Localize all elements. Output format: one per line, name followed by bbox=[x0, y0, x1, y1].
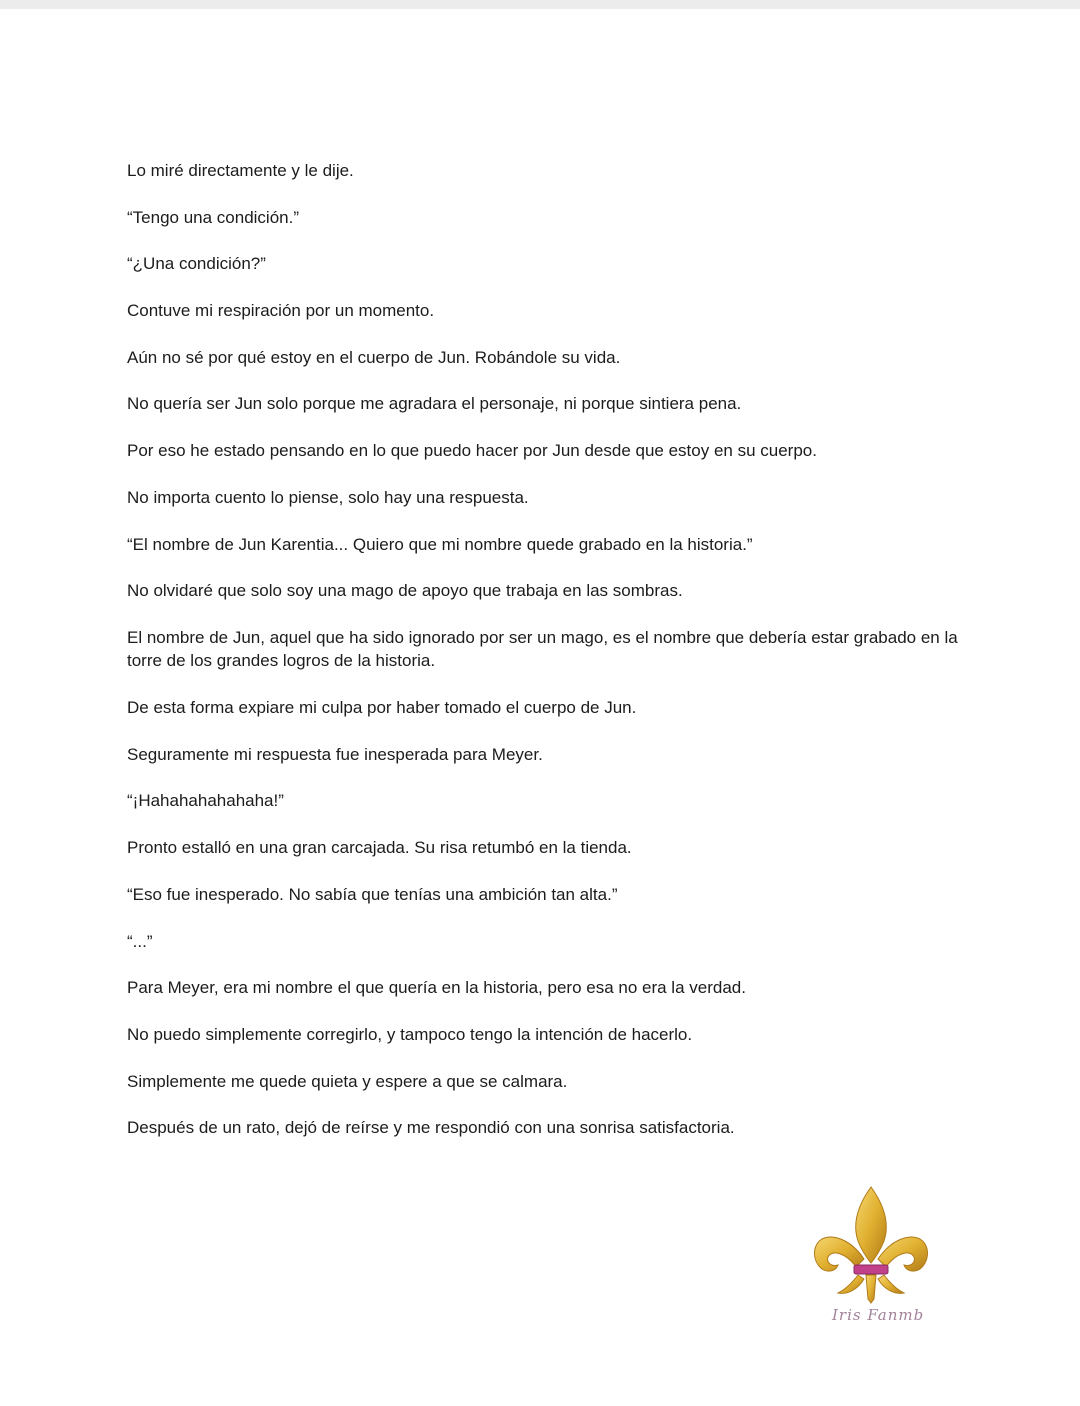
watermark-signature: Iris Fanmb bbox=[832, 1306, 925, 1324]
paragraph: “¿Una condición?” bbox=[127, 254, 266, 274]
paragraph: Simplemente me quede quieta y espere a que se calmara. bbox=[127, 1071, 568, 1091]
paragraph: Para Meyer, era mi nombre el que quería en la historia, pero esa no era la verdad. bbox=[127, 978, 746, 998]
paragraph: Lo miré directamente y le dije. bbox=[127, 161, 354, 180]
paragraph: Aún no sé por qué estoy en el cuerpo de Jun. Robándole su vida. bbox=[127, 347, 621, 367]
paragraph: No quería ser Jun solo porque me agradara el personaje, ni porque sintiera pena. bbox=[127, 394, 742, 414]
paragraph: De esta forma expiare mi culpa por haber tomado el cuerpo de Jun. bbox=[127, 698, 637, 718]
paragraph: No olvidaré que solo soy una mago de apoyo que trabaja en las sombras. bbox=[127, 581, 683, 601]
paragraph: “Eso fue inesperado. No sabía que tenías una ambición tan alta.” bbox=[127, 884, 618, 904]
paragraph: “¡Hahahahahahaha!” bbox=[127, 791, 284, 811]
document-body bbox=[127, 159, 962, 1163]
paragraph: No puedo simplemente corregirlo, y tampoco tengo la intención de hacerlo. bbox=[127, 1024, 693, 1044]
paragraph: Pronto estalló en una gran carcajada. Su risa retumbó en la tienda. bbox=[127, 838, 632, 858]
paragraph: “El nombre de Jun Karentia... Quiero que mi nombre quede grabado en la historia.” bbox=[127, 534, 753, 554]
paragraph: Seguramente mi respuesta fue inesperada para Meyer. bbox=[127, 744, 543, 764]
top-edge-bar bbox=[0, 0, 1080, 9]
paragraph: Después de un rato, dejó de reírse y me respondió con una sonrisa satisfactoria. bbox=[127, 1118, 735, 1138]
paragraph: Por eso he estado pensando en lo que puedo hacer por Jun desde que estoy en su cuerpo. bbox=[127, 441, 817, 461]
paragraph: “...” bbox=[127, 931, 153, 951]
paragraph: No importa cuento lo piense, solo hay una respuesta. bbox=[127, 487, 529, 507]
paragraph: “Tengo una condición.” bbox=[127, 207, 300, 227]
paragraph: El nombre de Jun, aquel que ha sido ignorado por ser un mago, es el nombre que debería estar grabado en la torre de los grandes logros de la historia. bbox=[127, 627, 958, 671]
paragraph: Contuve mi respiración por un momento. bbox=[127, 301, 435, 321]
